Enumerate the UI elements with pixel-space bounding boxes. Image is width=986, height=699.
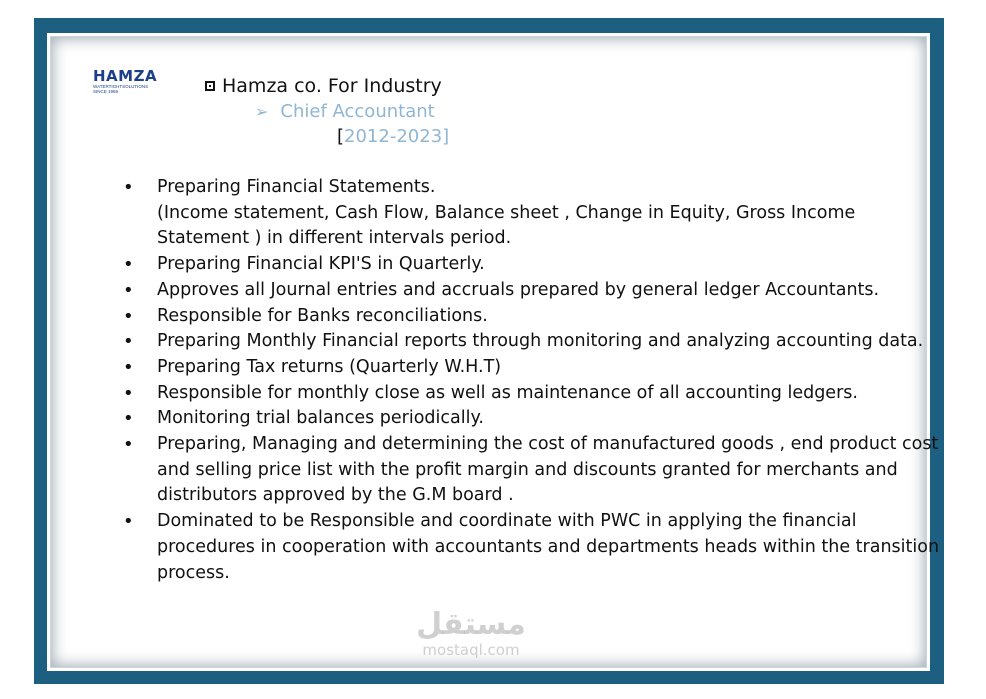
list-item: • Responsible for monthly close as well as maintenance of all accounting ledgers. xyxy=(157,381,947,407)
responsibilities-list xyxy=(117,175,947,586)
employment-period xyxy=(337,126,449,147)
watermark-latin: mostaql.com xyxy=(422,641,520,659)
list-item: • Responsible for Banks reconciliations. xyxy=(157,304,947,330)
company-name: Hamza co. For Industry xyxy=(222,75,442,97)
list-item: • Preparing Monthly Financial reports through monitoring and analyzing accounting data. xyxy=(157,329,947,355)
list-item: • Preparing Financial KPI'S in Quarterly. xyxy=(157,252,947,278)
logo-tagline: WATERTIGHTSOLUTIONS xyxy=(93,84,149,89)
period-bracket: [ xyxy=(337,126,345,147)
document-border xyxy=(34,18,944,684)
list-item: • Preparing Tax returns (Quarterly W.H.T) xyxy=(157,355,947,381)
square-bullet-icon xyxy=(205,81,215,91)
list-item: • Preparing, Managing and determining the cost of manufactured goods , end product cost and selling price list with the profit margin and discounts granted for merchants and distributors approved by the G.M board . xyxy=(157,432,947,509)
list-item: • Approves all Journal entries and accruals prepared by general ledger Accountants. xyxy=(157,278,947,304)
period-years: 2012-2023] xyxy=(344,126,450,147)
list-item: • Preparing Financial Statements. xyxy=(157,175,947,201)
list-item-continuation: (Income statement, Cash Flow, Balance sheet , Change in Equity, Gross Income Statement ) in different intervals period. xyxy=(157,202,856,249)
arrow-bullet-icon: ➢ xyxy=(255,102,269,121)
watermark-arabic: مستقل xyxy=(416,607,526,642)
logo-since: SINCE 1969 xyxy=(93,89,119,94)
list-item: • Monitoring trial balances periodically. xyxy=(157,406,947,432)
list-item: • Dominated to be Responsible and coordinate with PWC in applying the financial procedures in cooperation with accountants and departments heads within the transition process. xyxy=(157,509,947,586)
list-item xyxy=(157,201,947,252)
watermark xyxy=(396,608,546,658)
logo-name: HAMZA xyxy=(93,67,158,85)
job-title: Chief Accountant xyxy=(280,101,435,122)
company-heading xyxy=(205,75,442,97)
job-title-line xyxy=(255,101,435,122)
company-logo xyxy=(93,69,179,94)
document-page xyxy=(47,33,940,671)
